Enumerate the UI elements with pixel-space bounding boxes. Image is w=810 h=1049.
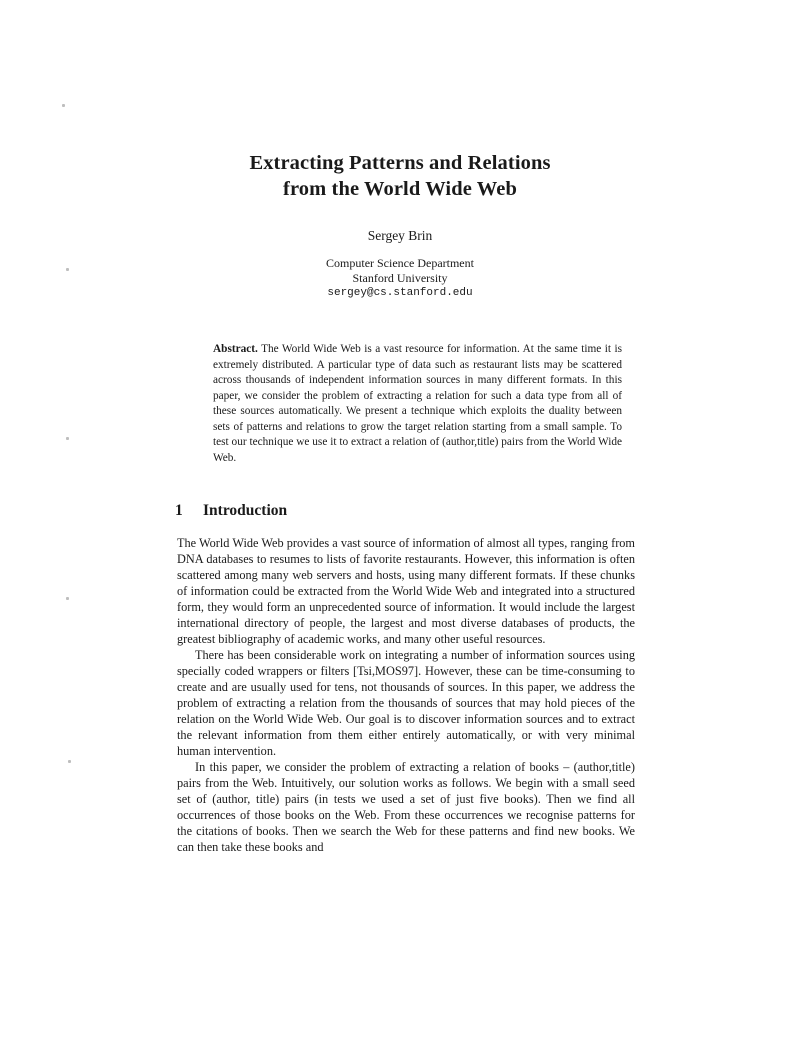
paragraph: There has been considerable work on integrating a number of information sources using specially coded wrappers or filters [Tsi,MOS97]. However, these can be time-consuming to create and are usually used for tens, not thousands of sources. In this paper, we address the problem of extracting a relation from the thousands of sources that may hold pieces of the relation on the World Wide Web. Our goal is to discover information sources and to extract the relevant information from them either entirely automatically, or with very minimal human intervention. bbox=[177, 648, 635, 758]
scan-artifact bbox=[62, 104, 65, 107]
title-line-2: from the World Wide Web bbox=[283, 178, 517, 200]
author-email: sergey@cs.stanford.edu bbox=[327, 287, 473, 299]
section-number: 1 bbox=[175, 502, 183, 519]
affiliation bbox=[0, 256, 800, 301]
paragraph: The World Wide Web provides a vast source of information of almost all types, ranging from DNA databases to resumes to lists of favorite restaurants. However, this information is often scattered among many web servers and hosts, using many different formats. If these chunks of information could be extracted from the World Wide Web and integrated into a structured form, they would form an unprecedented source of information. It would include the largest international directory of people, the largest and most diverse databases of products, the greatest bibliography of academic works, and many other useful resources. bbox=[177, 536, 635, 646]
author-name: Sergey Brin bbox=[367, 228, 433, 243]
abstract-label: Abstract. bbox=[213, 343, 258, 355]
section-title: Introduction bbox=[203, 502, 288, 519]
title-line-1: Extracting Patterns and Relations bbox=[249, 152, 551, 174]
department: Computer Science Department bbox=[326, 256, 474, 270]
scan-artifact bbox=[68, 760, 71, 763]
section-body bbox=[177, 535, 635, 855]
section-heading bbox=[175, 502, 287, 520]
paper-title bbox=[0, 150, 800, 202]
abstract bbox=[213, 342, 622, 466]
university: Stanford University bbox=[352, 271, 448, 285]
scan-artifact bbox=[66, 597, 69, 600]
scan-artifact bbox=[66, 437, 69, 440]
paragraph: In this paper, we consider the problem of extracting a relation of books – (author,title) pairs from the Web. Intuitively, our solution works as follows. We begin with a small seed set of (author, title) pairs (in tests we used a set of just five books). Then we find all occurrences of those books on the Web. From these occurrences we recognise patterns for the citations of books. Then we search the Web for these patterns and find new books. We can then take these books and bbox=[177, 760, 635, 854]
abstract-text: The World Wide Web is a vast resource for information. At the same time it is extremely distributed. A particular type of data such as restaurant lists may be scattered across thousands of independent information sources in many different formats. In this paper, we consider the problem of extracting a relation for such a data type from all of these sources automatically. We present a technique which exploits the duality between sets of patterns and relations to grow the target relation starting from a small sample. To test our technique we use it to extract a relation of (author,title) pairs from the World Wide Web. bbox=[213, 343, 622, 464]
